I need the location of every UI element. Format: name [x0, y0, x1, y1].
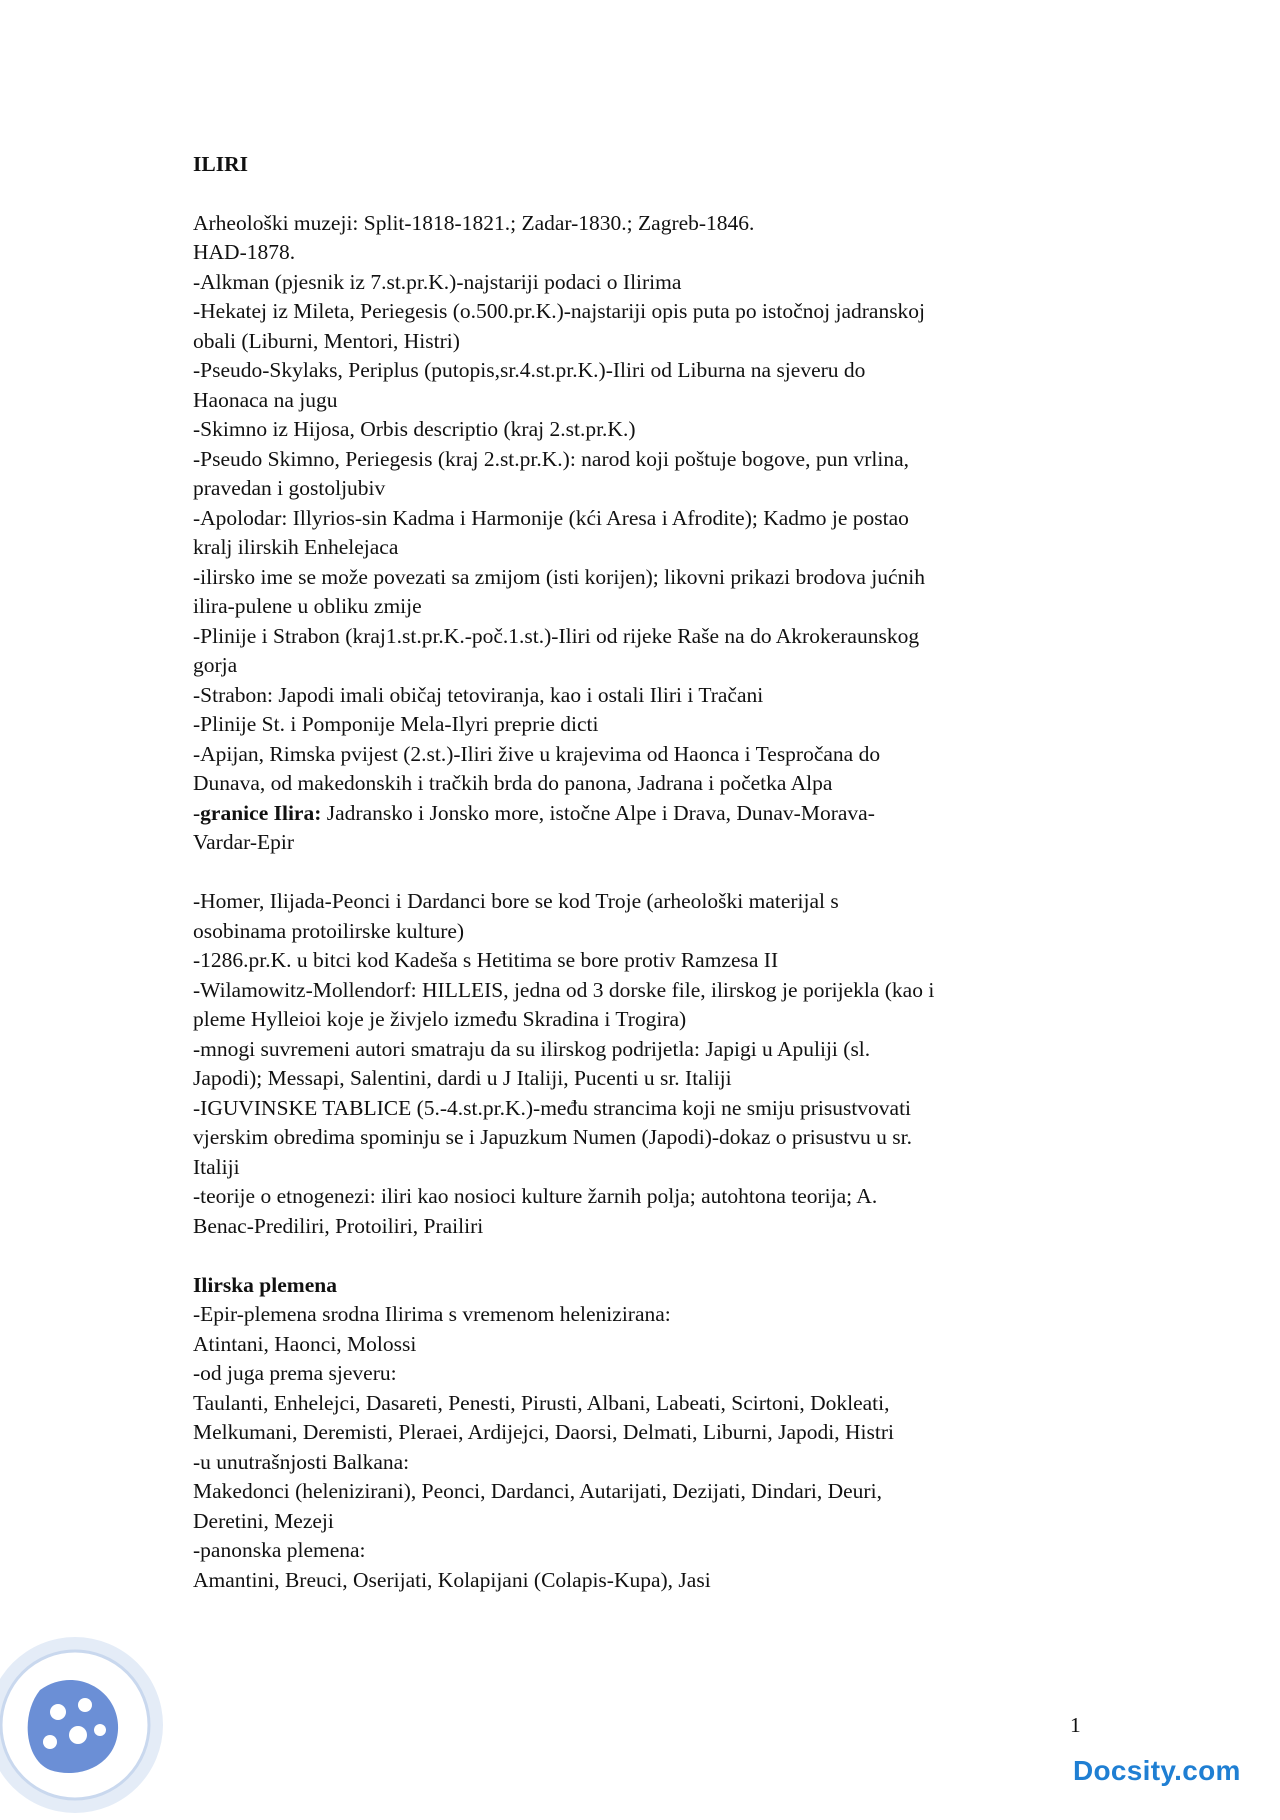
text-line: Melkumani, Deremisti, Pleraei, Ardijejci, Daorsi, Delmati, Liburni, Japodi, Histri: [193, 1420, 894, 1444]
text-line: kralj ilirskih Enhelejaca: [193, 535, 399, 559]
text-line: -teorije o etnogenezi: iliri kao nosioci kulture žarnih polja; autohtona teorija; A.: [193, 1184, 878, 1208]
granice-label: granice Ilira:: [200, 800, 322, 825]
text-line: vjerskim obredima spominju se i Japuzkum Numen (Japodi)-dokaz o prisustvu u sr.: [193, 1125, 912, 1149]
text-line: -panonska plemena:: [193, 1538, 366, 1562]
text-line: Haonaca na jugu: [193, 387, 338, 412]
text-line: -Apijan, Rimska pvijest (2.st.)-Iliri žive u krajevima od Haonca i Tespročana do: [193, 741, 881, 766]
text-line: Taulanti, Enhelejci, Dasareti, Penesti, Pirusti, Albani, Labeati, Scirtoni, Dokleati,: [193, 1390, 890, 1415]
text-line: osobinama protoilirske kulture): [193, 918, 465, 943]
text-line: -Wilamowitz-Mollendorf: HILLEIS, jedna od 3 dorske file, ilirskog je porijekla (kao i: [193, 977, 935, 1002]
document-title: ILIRI: [193, 152, 248, 176]
text-line: -IGUVINSKE TABLICE (5.-4.st.pr.K.)-među strancima koji ne smiju prisustvovati: [193, 1095, 912, 1120]
text-line: -Skimno iz Hijosa, Orbis descriptio (kraj 2.st.pr.K.): [193, 417, 636, 441]
text-line: ilira-pulene u obliku zmije: [193, 594, 422, 618]
paragraph-gap: [193, 1241, 1133, 1271]
document-page: [193, 150, 1133, 1595]
text-line: -Hekatej iz Mileta, Periegesis (o.500.pr.K.)-najstariji opis puta po istočnoj jadranskoj: [193, 299, 926, 323]
granice-line: [193, 799, 1133, 829]
text-line: -mnogi suvremeni autori smatraju da su ilirskog podrijetla: Japigi u Apuliji (sl.: [193, 1036, 871, 1061]
text-line: Dunava, od makedonskih i tračkih brda do panona, Jadrana i početka Alpa: [193, 771, 833, 795]
page-number: 1: [1070, 1713, 1081, 1737]
text-line: Makedonci (helenizirani), Peonci, Dardanci, Autarijati, Dezijati, Dindari, Deuri,: [193, 1479, 882, 1503]
text-line: -Epir-plemena srodna Ilirima s vremenom helenizirana:: [193, 1302, 671, 1326]
text-line: -ilirsko ime se može povezati sa zmijom (isti korijen); likovni prikazi brodova jućnih: [193, 564, 926, 589]
text-line: -Pseudo Skimno, Periegesis (kraj 2.st.pr.K.): narod koji poštuje bogove, pun vrlina,: [193, 446, 909, 471]
text-line: -Pseudo-Skylaks, Periplus (putopis,sr.4.st.pr.K.)-Iliri od Liburna na sjeveru do: [193, 358, 866, 382]
text-line: -od juga prema sjeveru:: [193, 1361, 397, 1385]
paragraph-gap: [193, 858, 1133, 888]
text-line: Vardar-Epir: [193, 830, 295, 854]
text-line: pravedan i gostoljubiv: [193, 476, 386, 500]
granice-prefix: -: [193, 800, 201, 825]
text-line: -Strabon: Japodi imali običaj tetoviranja, kao i ostali Iliri i Tračani: [193, 682, 764, 707]
text-line: Atintani, Haonci, Molossi: [193, 1331, 417, 1356]
text-line: Amantini, Breuci, Oserijati, Kolapijani (Colapis-Kupa), Jasi: [193, 1567, 711, 1592]
tribes-block: [193, 1300, 1133, 1595]
text-line: Japodi); Messapi, Salentini, dardi u J Italiji, Pucenti u sr. Italiji: [193, 1066, 732, 1090]
section-heading: Ilirska plemena: [193, 1272, 337, 1297]
text-line: Deretini, Mezeji: [193, 1508, 334, 1533]
text-line: -Homer, Ilijada-Peonci i Dardanci bore se kod Troje (arheološki materijal s: [193, 889, 839, 913]
docsity-brand-link[interactable]: Docsity.com: [1073, 1755, 1241, 1786]
text-line: Benac-Prediliri, Protoiliri, Prailiri: [193, 1213, 484, 1238]
text-line: -Plinije St. i Pomponije Mela-Ilyri preprie dicti: [193, 712, 599, 736]
text-line: pleme Hylleioi koje je živjelo između Skradina i Trogira): [193, 1007, 687, 1031]
text-line: Italiji: [193, 1154, 240, 1179]
text-line: gorja: [193, 653, 238, 677]
text-line: -u unutrašnjosti Balkana:: [193, 1449, 410, 1474]
text-line: -Apolodar: Illyrios-sin Kadma i Harmonije (kći Aresa i Afrodite); Kadmo je postao: [193, 505, 909, 530]
text-line: HAD-1878.: [193, 240, 296, 264]
docsity-logo-icon[interactable]: [0, 1630, 170, 1820]
text-line: -1286.pr.K. u bitci kod Kadeša s Hetitima se bore protiv Ramzesa II: [193, 948, 779, 972]
intro-block: [193, 209, 1133, 858]
granice-text: Jadransko i Jonsko more, istočne Alpe i Drava, Dunav-Morava-: [321, 800, 875, 825]
text-line: -Plinije i Strabon (kraj1.st.pr.K.-poč.1.st.)-Iliri od rijeke Raše na do Akrokeraunskog: [193, 623, 920, 648]
text-line: obali (Liburni, Mentori, Histri): [193, 328, 460, 353]
text-line: Arheološki muzeji: Split-1818-1821.; Zadar-1830.; Zagreb-1846.: [193, 210, 755, 235]
text-line: -Alkman (pjesnik iz 7.st.pr.K.)-najstariji podaci o Ilirima: [193, 269, 682, 294]
history-block: [193, 887, 1133, 1241]
